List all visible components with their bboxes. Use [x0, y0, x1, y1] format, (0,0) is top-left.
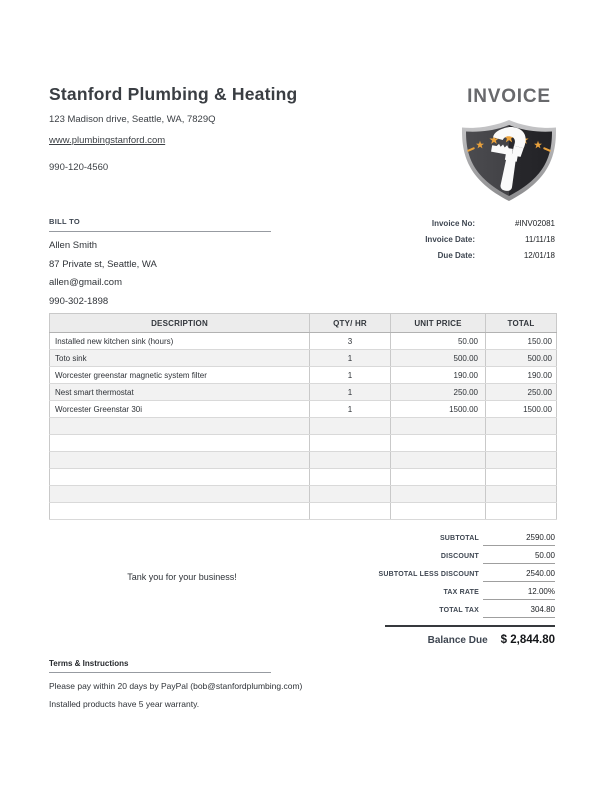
subtotal-row	[285, 533, 555, 546]
cell-unit-price: 50.00	[391, 333, 486, 350]
bill-to-phone: 990-302-1898	[49, 295, 109, 307]
table-row	[50, 384, 557, 401]
cell-qty	[310, 418, 391, 435]
table-row	[50, 333, 557, 350]
tax-rate-value: 12.00%	[483, 587, 555, 600]
subtotal-less-discount-label: SUBTOTAL LESS DISCOUNT	[378, 571, 479, 578]
cell-total	[486, 486, 557, 503]
company-header	[49, 84, 349, 173]
invoice-header	[453, 86, 565, 210]
due-date-value: 12/01/18	[523, 251, 555, 260]
company-phone: 990-120-4560	[49, 162, 109, 173]
cell-unit-price	[391, 418, 486, 435]
cell-unit-price	[391, 452, 486, 469]
shield-wrench-icon	[457, 117, 561, 205]
cell-description: Nest smart thermostat	[50, 384, 310, 401]
header-description: DESCRIPTION	[50, 314, 310, 333]
balance-due-label: Balance Due	[427, 634, 488, 646]
subtotal-less-discount-row	[285, 569, 555, 582]
cell-qty: 1	[310, 367, 391, 384]
tax-rate-label: TAX RATE	[443, 589, 479, 596]
summary-section	[285, 533, 555, 646]
cell-qty	[310, 469, 391, 486]
table-row-empty	[50, 503, 557, 520]
cell-unit-price	[391, 503, 486, 520]
invoice-title: INVOICE	[467, 86, 551, 107]
header-qty: QTY/ HR	[310, 314, 391, 333]
cell-description	[50, 452, 310, 469]
bill-to-section	[49, 217, 271, 307]
total-tax-label: TOTAL TAX	[439, 607, 479, 614]
cell-total: 500.00	[486, 350, 557, 367]
table-row-empty	[50, 418, 557, 435]
invoice-meta	[305, 219, 555, 267]
discount-value: 50.00	[483, 551, 555, 564]
table-row-empty	[50, 486, 557, 503]
cell-unit-price: 1500.00	[391, 401, 486, 418]
balance-divider	[385, 625, 555, 627]
company-website-link[interactable]: www.plumbingstanford.com	[49, 135, 166, 146]
total-tax-row	[285, 605, 555, 618]
terms-line-2: Installed products have 5 year warranty.	[49, 699, 200, 709]
cell-unit-price: 500.00	[391, 350, 486, 367]
cell-qty: 1	[310, 384, 391, 401]
table-row	[50, 367, 557, 384]
table-header-row	[50, 314, 557, 333]
table-row	[50, 401, 557, 418]
cell-total	[486, 452, 557, 469]
terms-line-1: Please pay within 20 days by PayPal (bob@stanfordplumbing.com)	[49, 681, 303, 691]
cell-total	[486, 469, 557, 486]
thank-you-message: Tank you for your business!	[127, 572, 237, 582]
cell-qty: 1	[310, 350, 391, 367]
bill-to-name: Allen Smith	[49, 240, 98, 251]
cell-total	[486, 435, 557, 452]
discount-row	[285, 551, 555, 564]
cell-description	[50, 503, 310, 520]
subtotal-value: 2590.00	[483, 533, 555, 546]
cell-qty: 3	[310, 333, 391, 350]
cell-unit-price: 190.00	[391, 367, 486, 384]
invoice-no-label: Invoice No:	[431, 219, 475, 228]
terms-heading: Terms & Instructions	[49, 659, 271, 673]
cell-qty	[310, 503, 391, 520]
table-row-empty	[50, 435, 557, 452]
balance-due-value: $ 2,844.80	[500, 633, 555, 646]
discount-label: DISCOUNT	[440, 553, 479, 560]
header-total: TOTAL	[486, 314, 557, 333]
terms-section	[49, 659, 556, 709]
due-date-row	[305, 251, 555, 260]
cell-unit-price	[391, 486, 486, 503]
cell-qty	[310, 486, 391, 503]
bill-to-address: 87 Private st, Seattle, WA	[49, 258, 157, 270]
table-row-empty	[50, 469, 557, 486]
header-unit-price: UNIT PRICE	[391, 314, 486, 333]
cell-unit-price	[391, 469, 486, 486]
balance-due-row	[285, 634, 555, 646]
tax-rate-row	[285, 587, 555, 600]
invoice-date-label: Invoice Date:	[425, 235, 475, 244]
cell-qty: 1	[310, 401, 391, 418]
invoice-date-value: 11/11/18	[525, 235, 555, 244]
cell-total: 250.00	[486, 384, 557, 401]
cell-description: Worcester Greenstar 30i	[50, 401, 310, 418]
bill-to-email: allen@gmail.com	[49, 277, 123, 288]
cell-unit-price: 250.00	[391, 384, 486, 401]
cell-description	[50, 435, 310, 452]
company-name: Stanford Plumbing & Heating	[49, 84, 298, 104]
cell-description: Worcester greenstar magnetic system filter	[50, 367, 310, 384]
invoice-no-value: #INV02081	[514, 219, 555, 228]
cell-description	[50, 486, 310, 503]
total-tax-value: 304.80	[483, 605, 555, 618]
cell-description: Installed new kitchen sink (hours)	[50, 333, 310, 350]
invoice-date-row	[305, 235, 555, 244]
table-row	[50, 350, 557, 367]
invoice-no-row	[305, 219, 555, 228]
cell-description: Toto sink	[50, 350, 310, 367]
cell-total: 150.00	[486, 333, 557, 350]
items-table	[49, 313, 557, 520]
cell-total	[486, 418, 557, 435]
subtotal-label: SUBTOTAL	[439, 535, 479, 542]
subtotal-less-discount-value: 2540.00	[483, 569, 555, 582]
plumbing-shield-logo	[453, 117, 565, 210]
bill-to-label: BILL TO	[49, 217, 271, 232]
cell-description	[50, 469, 310, 486]
cell-description	[50, 418, 310, 435]
cell-unit-price	[391, 435, 486, 452]
company-address: 123 Madison drive, Seattle, WA, 7829Q	[49, 114, 216, 125]
cell-total	[486, 503, 557, 520]
cell-total: 190.00	[486, 367, 557, 384]
due-date-label: Due Date:	[437, 251, 475, 260]
cell-qty	[310, 452, 391, 469]
table-row-empty	[50, 452, 557, 469]
cell-qty	[310, 435, 391, 452]
cell-total: 1500.00	[486, 401, 557, 418]
